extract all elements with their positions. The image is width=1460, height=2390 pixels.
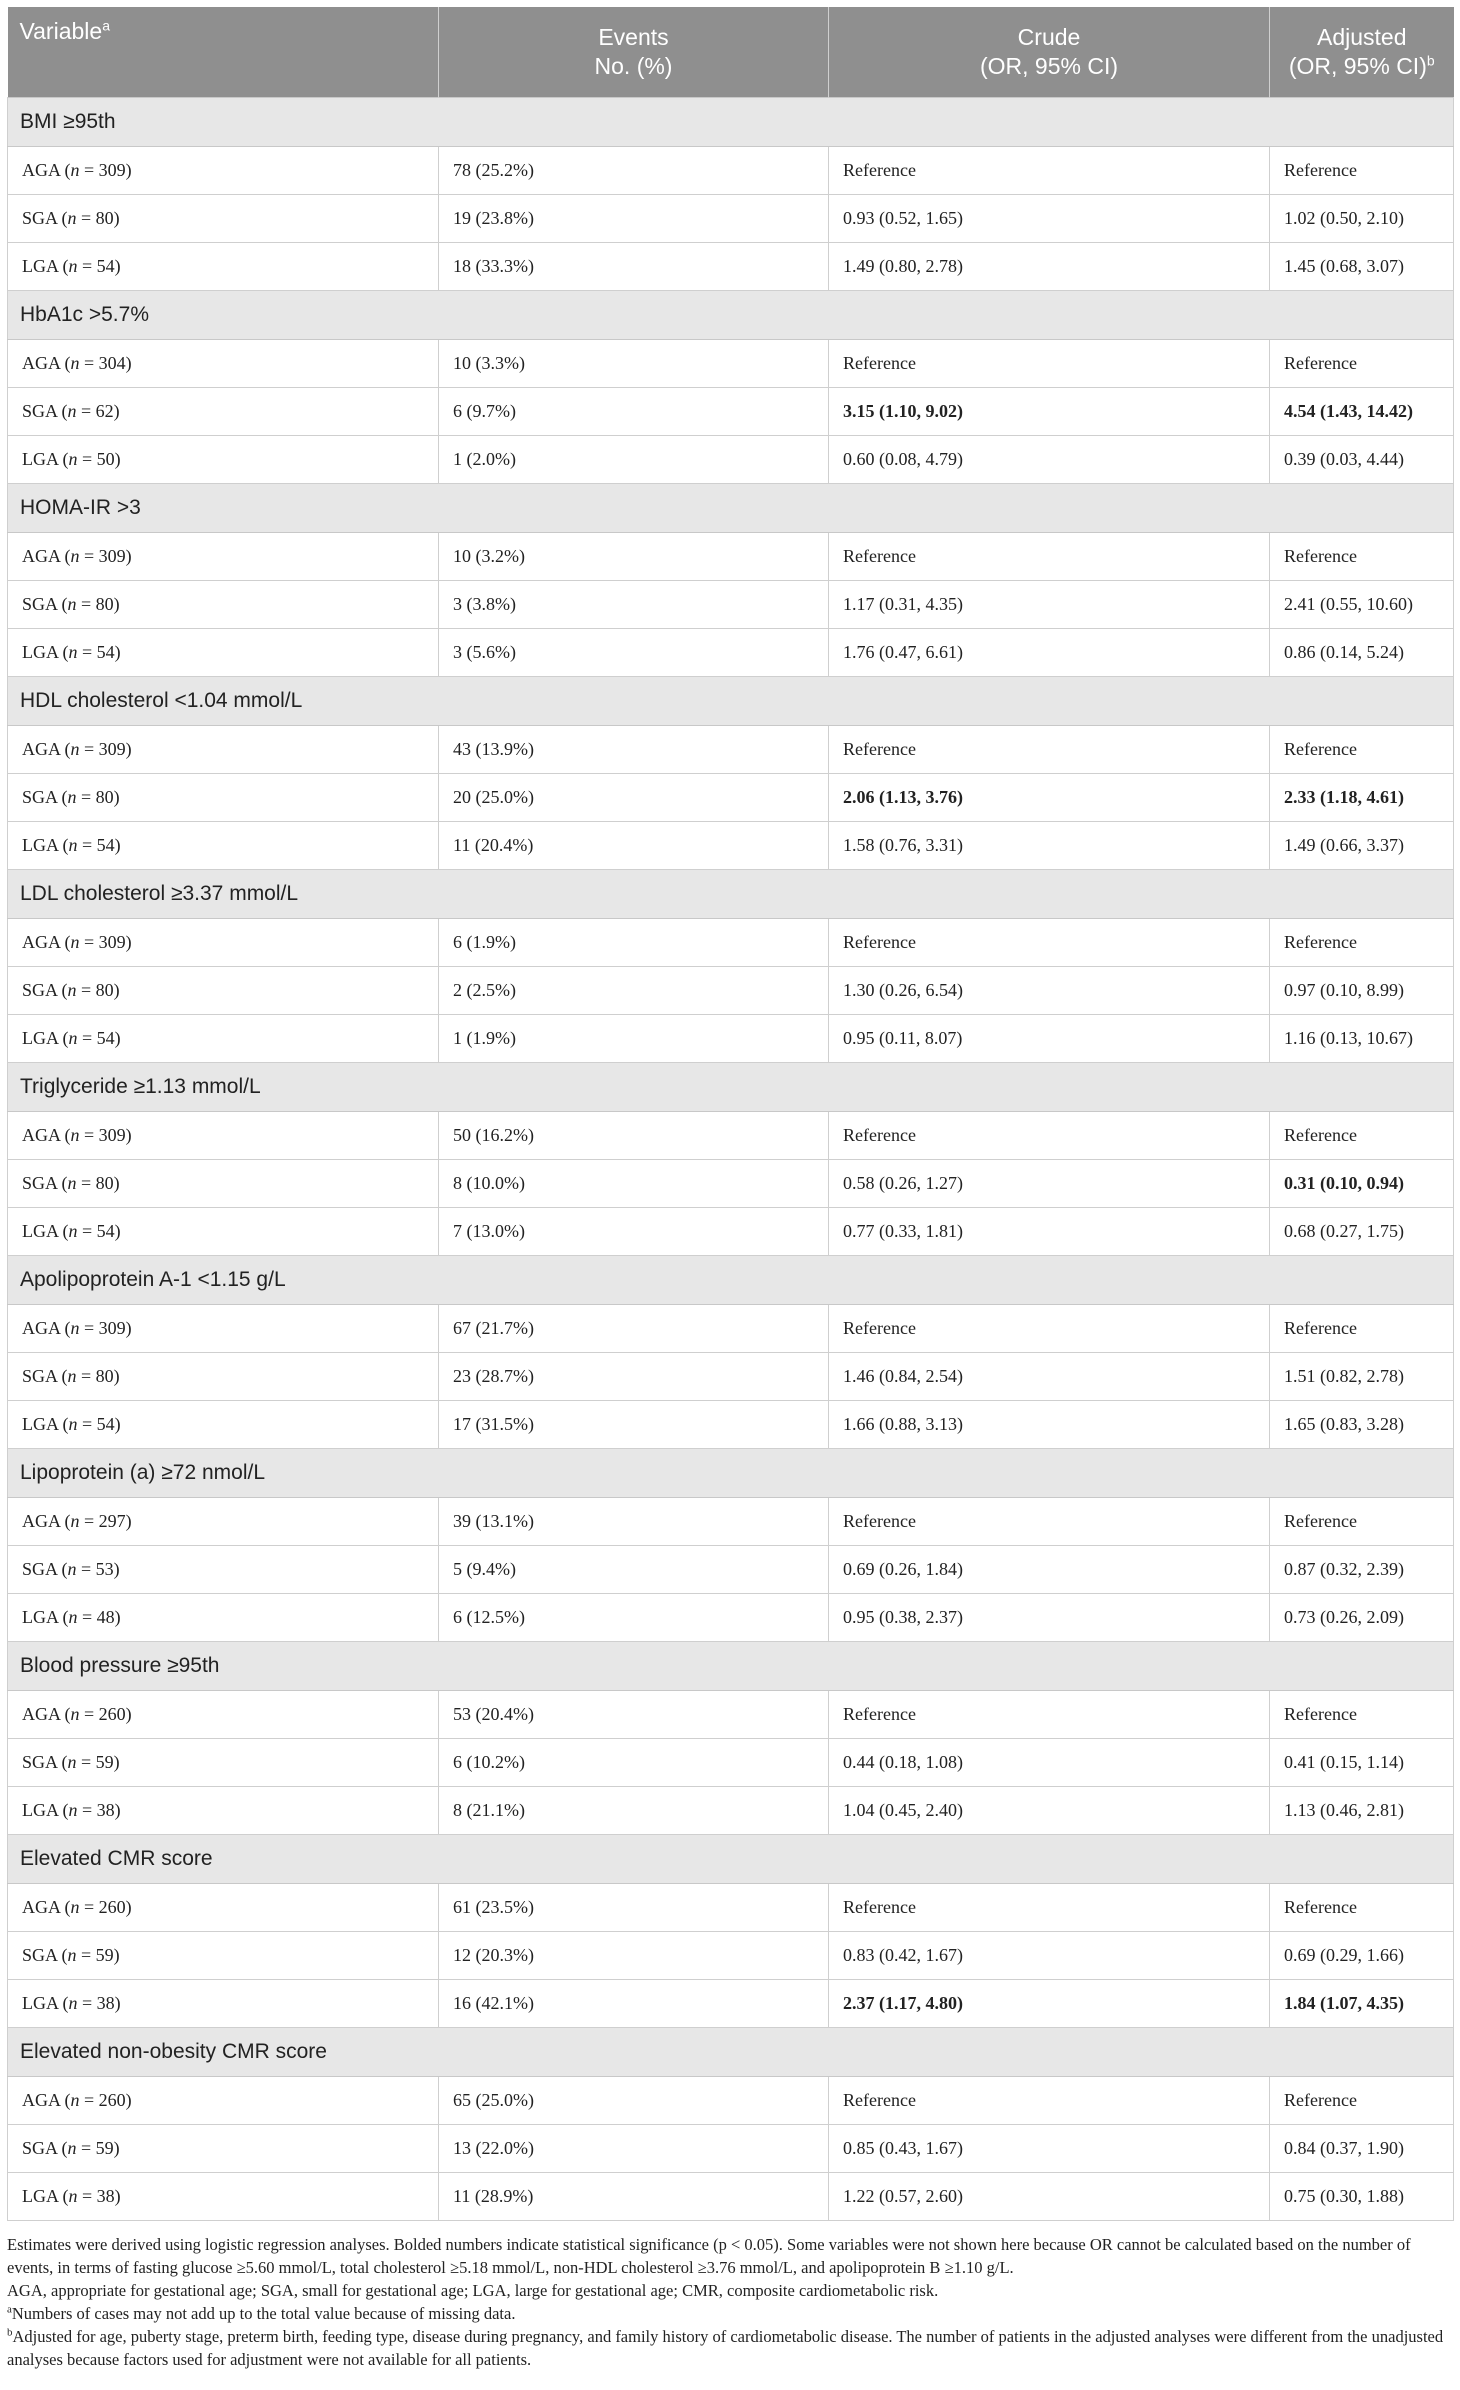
table-row: [8, 388, 1454, 436]
cell-events: 5 (9.4%): [439, 1546, 829, 1594]
cell-group-label: AGA (n = 260): [8, 1884, 439, 1932]
group-header-row: [8, 291, 1454, 340]
table-container: [7, 7, 1453, 2371]
cell-crude: Reference: [829, 1112, 1270, 1160]
cell-events: 6 (9.7%): [439, 388, 829, 436]
group-header-row: [8, 1642, 1454, 1691]
cell-crude: 0.93 (0.52, 1.65): [829, 195, 1270, 243]
cell-group-label: LGA (n = 54): [8, 1015, 439, 1063]
cell-adjusted: 2.33 (1.18, 4.61): [1270, 774, 1454, 822]
header-crude: Crude (OR, 95% CI): [829, 7, 1270, 98]
cell-events: 78 (25.2%): [439, 147, 829, 195]
cell-adjusted: 0.97 (0.10, 8.99): [1270, 967, 1454, 1015]
cell-events: 13 (22.0%): [439, 2125, 829, 2173]
cell-crude: 1.58 (0.76, 3.31): [829, 822, 1270, 870]
cell-events: 6 (1.9%): [439, 919, 829, 967]
cell-events: 67 (21.7%): [439, 1305, 829, 1353]
cell-group-label: LGA (n = 54): [8, 822, 439, 870]
cell-events: 65 (25.0%): [439, 2077, 829, 2125]
table-row: [8, 2077, 1454, 2125]
table-row: [8, 1208, 1454, 1256]
cell-events: 16 (42.1%): [439, 1980, 829, 2028]
table-row: [8, 1353, 1454, 1401]
cell-events: 50 (16.2%): [439, 1112, 829, 1160]
cell-events: 12 (20.3%): [439, 1932, 829, 1980]
table-row: [8, 1691, 1454, 1739]
table-row: [8, 1498, 1454, 1546]
cell-crude: 1.22 (0.57, 2.60): [829, 2173, 1270, 2221]
cell-group-label: LGA (n = 54): [8, 1401, 439, 1449]
cell-group-label: SGA (n = 62): [8, 388, 439, 436]
table-row: [8, 340, 1454, 388]
cell-group-label: LGA (n = 48): [8, 1594, 439, 1642]
footnote-a: $^a$Numbers of cases may not add up to the total value because of missing data.: [7, 2303, 516, 2323]
cell-crude: 0.44 (0.18, 1.08): [829, 1739, 1270, 1787]
table-row: [8, 195, 1454, 243]
cell-adjusted: 0.69 (0.29, 1.66): [1270, 1932, 1454, 1980]
cell-events: 1 (2.0%): [439, 436, 829, 484]
cell-events: 6 (12.5%): [439, 1594, 829, 1642]
cell-adjusted: Reference: [1270, 2077, 1454, 2125]
cell-adjusted: 1.65 (0.83, 3.28): [1270, 1401, 1454, 1449]
cell-adjusted: Reference: [1270, 1112, 1454, 1160]
cell-crude: Reference: [829, 147, 1270, 195]
cell-adjusted: Reference: [1270, 340, 1454, 388]
cell-group-label: LGA (n = 38): [8, 2173, 439, 2221]
table-header: [8, 7, 1454, 98]
table-row: [8, 2173, 1454, 2221]
table-footnotes: [7, 2233, 1453, 2371]
footnote-b: $^b$Adjusted for age, puberty stage, preterm birth, feeding type, disease during pregnancy, and family history of cardiometabolic disease. The number of patients in the adjusted analyses were different from the unadjusted analyses because factors used for adjustment were not available for all patients.: [7, 2326, 1444, 2369]
cell-adjusted: Reference: [1270, 147, 1454, 195]
cell-crude: Reference: [829, 533, 1270, 581]
cell-events: 2 (2.5%): [439, 967, 829, 1015]
cell-adjusted: 0.68 (0.27, 1.75): [1270, 1208, 1454, 1256]
cell-group-label: SGA (n = 59): [8, 1932, 439, 1980]
table-row: [8, 1160, 1454, 1208]
table-row: [8, 1546, 1454, 1594]
table-row: [8, 533, 1454, 581]
group-title: Elevated non-obesity CMR score: [8, 2028, 1454, 2077]
group-header-row: [8, 870, 1454, 919]
cell-adjusted: Reference: [1270, 726, 1454, 774]
cell-events: 20 (25.0%): [439, 774, 829, 822]
cell-events: 18 (33.3%): [439, 243, 829, 291]
cell-crude: Reference: [829, 340, 1270, 388]
cell-crude: Reference: [829, 1884, 1270, 1932]
table-row: [8, 919, 1454, 967]
group-title: Blood pressure ≥95th: [8, 1642, 1454, 1691]
cell-group-label: LGA (n = 54): [8, 1208, 439, 1256]
group-title: HDL cholesterol <1.04 mmol/L: [8, 677, 1454, 726]
table-row: [8, 1305, 1454, 1353]
group-header-row: [8, 1256, 1454, 1305]
cell-crude: 0.58 (0.26, 1.27): [829, 1160, 1270, 1208]
cell-events: 1 (1.9%): [439, 1015, 829, 1063]
cell-events: 11 (28.9%): [439, 2173, 829, 2221]
table-row: [8, 1884, 1454, 1932]
group-title: Apolipoprotein A-1 <1.15 g/L: [8, 1256, 1454, 1305]
cell-crude: 1.49 (0.80, 2.78): [829, 243, 1270, 291]
results-table: [7, 7, 1454, 2221]
group-header-row: [8, 1449, 1454, 1498]
cell-crude: Reference: [829, 1305, 1270, 1353]
cell-adjusted: 1.49 (0.66, 3.37): [1270, 822, 1454, 870]
table-row: [8, 1739, 1454, 1787]
cell-adjusted: Reference: [1270, 919, 1454, 967]
cell-group-label: AGA (n = 309): [8, 919, 439, 967]
group-title: Triglyceride ≥1.13 mmol/L: [8, 1063, 1454, 1112]
cell-adjusted: 0.73 (0.26, 2.09): [1270, 1594, 1454, 1642]
table-row: [8, 1787, 1454, 1835]
cell-adjusted: 0.41 (0.15, 1.14): [1270, 1739, 1454, 1787]
cell-adjusted: 2.41 (0.55, 10.60): [1270, 581, 1454, 629]
cell-crude: 0.77 (0.33, 1.81): [829, 1208, 1270, 1256]
cell-group-label: AGA (n = 309): [8, 726, 439, 774]
cell-group-label: AGA (n = 309): [8, 1305, 439, 1353]
cell-adjusted: 1.45 (0.68, 3.07): [1270, 243, 1454, 291]
cell-group-label: LGA (n = 54): [8, 243, 439, 291]
footnote-estimates: Estimates were derived using logistic regression analyses. Bolded numbers indicate statistical significance (p < 0.05). Some variables were not shown here because OR cannot be calculated based on the number of events, in terms of fasting glucose ≥5.60 mmol/L, total cholesterol ≥5.18 mmol/L, non-HDL cholesterol ≥3.76 mmol/L, and apolipoprotein B ≥1.10 g/L.: [7, 2235, 1411, 2277]
table-row: [8, 1401, 1454, 1449]
cell-events: 7 (13.0%): [439, 1208, 829, 1256]
group-header-row: [8, 484, 1454, 533]
table-row: [8, 147, 1454, 195]
cell-group-label: SGA (n = 80): [8, 195, 439, 243]
cell-group-label: SGA (n = 80): [8, 967, 439, 1015]
cell-events: 19 (23.8%): [439, 195, 829, 243]
cell-events: 3 (5.6%): [439, 629, 829, 677]
cell-group-label: AGA (n = 309): [8, 1112, 439, 1160]
table-row: [8, 1594, 1454, 1642]
cell-crude: 1.04 (0.45, 2.40): [829, 1787, 1270, 1835]
cell-crude: 0.83 (0.42, 1.67): [829, 1932, 1270, 1980]
cell-group-label: AGA (n = 297): [8, 1498, 439, 1546]
table-row: [8, 774, 1454, 822]
cell-events: 6 (10.2%): [439, 1739, 829, 1787]
group-header-row: [8, 1063, 1454, 1112]
cell-crude: 0.95 (0.38, 2.37): [829, 1594, 1270, 1642]
table-row: [8, 1932, 1454, 1980]
cell-crude: Reference: [829, 1498, 1270, 1546]
group-title: LDL cholesterol ≥3.37 mmol/L: [8, 870, 1454, 919]
group-header-row: [8, 98, 1454, 147]
cell-crude: 3.15 (1.10, 9.02): [829, 388, 1270, 436]
group-title: HOMA-IR >3: [8, 484, 1454, 533]
table-row: [8, 436, 1454, 484]
cell-crude: 1.30 (0.26, 6.54): [829, 967, 1270, 1015]
cell-events: 43 (13.9%): [439, 726, 829, 774]
cell-adjusted: 1.16 (0.13, 10.67): [1270, 1015, 1454, 1063]
cell-crude: Reference: [829, 726, 1270, 774]
table-row: [8, 581, 1454, 629]
cell-events: 17 (31.5%): [439, 1401, 829, 1449]
cell-group-label: SGA (n = 80): [8, 1353, 439, 1401]
cell-adjusted: 1.13 (0.46, 2.81): [1270, 1787, 1454, 1835]
table-body: [8, 98, 1454, 2221]
cell-crude: 0.85 (0.43, 1.67): [829, 2125, 1270, 2173]
cell-crude: 1.76 (0.47, 6.61): [829, 629, 1270, 677]
footnote-abbreviations: AGA, appropriate for gestational age; SGA, small for gestational age; LGA, large for gestational age; CMR, composite cardiometabolic risk.: [7, 2281, 939, 2300]
cell-group-label: AGA (n = 260): [8, 2077, 439, 2125]
group-title: Elevated CMR score: [8, 1835, 1454, 1884]
cell-group-label: SGA (n = 80): [8, 1160, 439, 1208]
cell-adjusted: 1.51 (0.82, 2.78): [1270, 1353, 1454, 1401]
cell-adjusted: 0.84 (0.37, 1.90): [1270, 2125, 1454, 2173]
cell-crude: 1.17 (0.31, 4.35): [829, 581, 1270, 629]
table-row: [8, 243, 1454, 291]
cell-adjusted: 0.87 (0.32, 2.39): [1270, 1546, 1454, 1594]
header-variable: Variable$^a$: [8, 7, 439, 98]
cell-events: 53 (20.4%): [439, 1691, 829, 1739]
group-header-row: [8, 1835, 1454, 1884]
cell-group-label: SGA (n = 59): [8, 1739, 439, 1787]
cell-group-label: AGA (n = 304): [8, 340, 439, 388]
cell-group-label: SGA (n = 53): [8, 1546, 439, 1594]
cell-adjusted: 0.39 (0.03, 4.44): [1270, 436, 1454, 484]
cell-group-label: AGA (n = 260): [8, 1691, 439, 1739]
cell-crude: Reference: [829, 2077, 1270, 2125]
cell-events: 3 (3.8%): [439, 581, 829, 629]
cell-crude: 2.06 (1.13, 3.76): [829, 774, 1270, 822]
header-events: Events No. (%): [439, 7, 829, 98]
cell-crude: 0.60 (0.08, 4.79): [829, 436, 1270, 484]
cell-events: 11 (20.4%): [439, 822, 829, 870]
table-row: [8, 822, 1454, 870]
cell-adjusted: Reference: [1270, 1691, 1454, 1739]
cell-crude: 0.69 (0.26, 1.84): [829, 1546, 1270, 1594]
group-title: Lipoprotein (a) ≥72 nmol/L: [8, 1449, 1454, 1498]
cell-adjusted: Reference: [1270, 1305, 1454, 1353]
group-header-row: [8, 2028, 1454, 2077]
cell-events: 8 (21.1%): [439, 1787, 829, 1835]
cell-events: 10 (3.3%): [439, 340, 829, 388]
cell-group-label: LGA (n = 38): [8, 1980, 439, 2028]
cell-adjusted: Reference: [1270, 1498, 1454, 1546]
group-title: BMI ≥95th: [8, 98, 1454, 147]
cell-events: 39 (13.1%): [439, 1498, 829, 1546]
cell-events: 8 (10.0%): [439, 1160, 829, 1208]
cell-group-label: SGA (n = 80): [8, 581, 439, 629]
cell-crude: 0.95 (0.11, 8.07): [829, 1015, 1270, 1063]
cell-adjusted: 0.86 (0.14, 5.24): [1270, 629, 1454, 677]
cell-group-label: SGA (n = 80): [8, 774, 439, 822]
cell-adjusted: Reference: [1270, 533, 1454, 581]
cell-crude: Reference: [829, 1691, 1270, 1739]
header-adjusted: Adjusted (OR, 95% CI)$^b$: [1270, 7, 1454, 98]
cell-group-label: LGA (n = 54): [8, 629, 439, 677]
cell-adjusted: Reference: [1270, 1884, 1454, 1932]
cell-events: 61 (23.5%): [439, 1884, 829, 1932]
cell-group-label: LGA (n = 50): [8, 436, 439, 484]
cell-crude: 2.37 (1.17, 4.80): [829, 1980, 1270, 2028]
group-title: HbA1c >5.7%: [8, 291, 1454, 340]
cell-group-label: LGA (n = 38): [8, 1787, 439, 1835]
cell-adjusted: 1.02 (0.50, 2.10): [1270, 195, 1454, 243]
cell-crude: 1.46 (0.84, 2.54): [829, 1353, 1270, 1401]
table-row: [8, 2125, 1454, 2173]
table-row: [8, 1112, 1454, 1160]
table-row: [8, 1015, 1454, 1063]
group-header-row: [8, 677, 1454, 726]
table-row: [8, 1980, 1454, 2028]
cell-crude: 1.66 (0.88, 3.13): [829, 1401, 1270, 1449]
cell-group-label: AGA (n = 309): [8, 533, 439, 581]
cell-adjusted: 4.54 (1.43, 14.42): [1270, 388, 1454, 436]
cell-events: 10 (3.2%): [439, 533, 829, 581]
cell-adjusted: 1.84 (1.07, 4.35): [1270, 1980, 1454, 2028]
table-row: [8, 629, 1454, 677]
cell-group-label: SGA (n = 59): [8, 2125, 439, 2173]
cell-adjusted: 0.75 (0.30, 1.88): [1270, 2173, 1454, 2221]
cell-adjusted: 0.31 (0.10, 0.94): [1270, 1160, 1454, 1208]
cell-crude: Reference: [829, 919, 1270, 967]
table-row: [8, 726, 1454, 774]
table-row: [8, 967, 1454, 1015]
cell-group-label: AGA (n = 309): [8, 147, 439, 195]
cell-events: 23 (28.7%): [439, 1353, 829, 1401]
